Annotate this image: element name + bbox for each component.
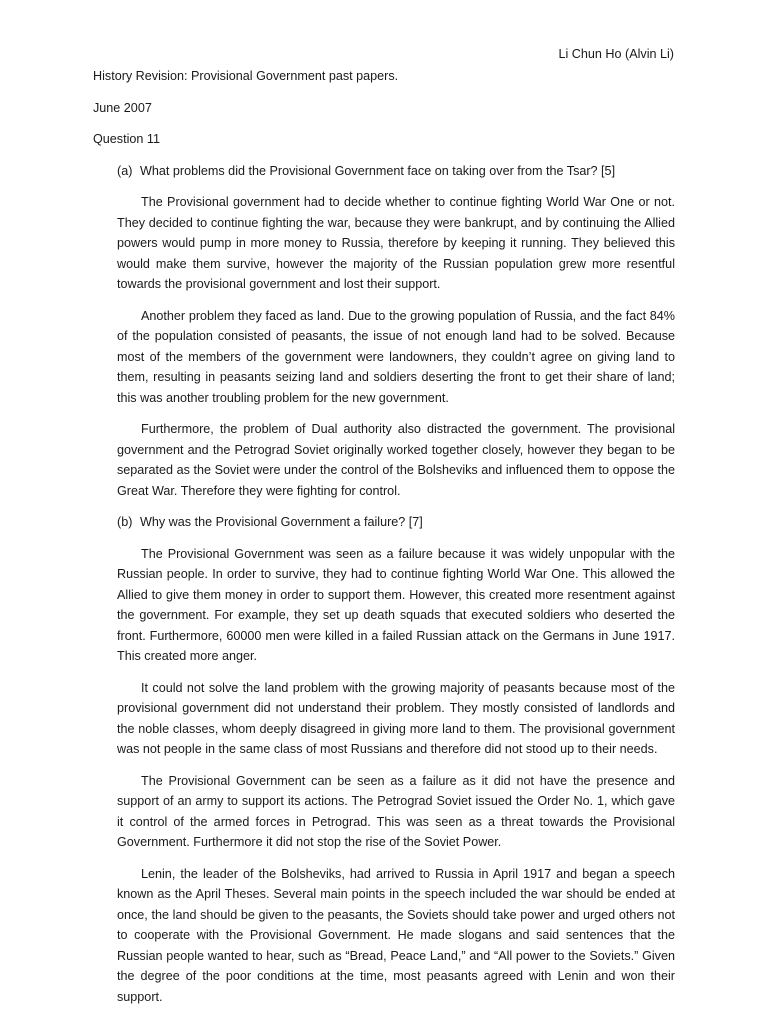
question-a-text: What problems did the Provisional Government face on taking over from the Tsar? [5] [140,163,616,178]
answer-b-paragraph-4: Lenin, the leader of the Bolsheviks, had arrived to Russia in April 1917 and began a speech known as the April Theses. Several main points in the speech included the war should be ended at once, the land should be given to the peasants, the Soviets should take power and urged others not to cooperate with the Provisional Government. He made slogans and said sentences that the Russian people wanted to hear, such as “Bread, Peace Land,” and “All power to the Soviets.” Given the degree of the poor conditions at the time, most peasants agreed with Lenin and won their support. [117,866,675,1004]
document-body [93,66,675,1007]
document-date: June 2007 [93,100,152,115]
document-title: History Revision: Provisional Government past papers. [93,69,399,83]
question-b [93,512,675,533]
question-b-label: (b) [117,515,133,529]
answer-b-paragraph-3: The Provisional Government can be seen as a failure as it did not have the presence and support of an army to support its actions. The Petrograd Soviet issued the Order No. 1, which gave it control of the armed forces in Petrograd. This was seen as a threat towards the Provisional Government. Furthermore it did not stop the rise of the Soviet Power. [117,773,675,849]
answer-a-paragraph-1: The Provisional government had to decide whether to continue fighting World War One or not. They decided to continue fighting the war, because they were bankrupt, and by continuing the Allied powers would pump in more money to Russia, therefore by keeping it running. They believed this would make them survive, however the majority of the Russian population grew more resentful towards the provisional government and lost their support. [117,195,675,291]
question-number: Question 11 [93,132,160,146]
answer-b-paragraph-1: The Provisional Government was seen as a failure because it was widely unpopular with the Russian people. In order to survive, they had to continue fighting World War One. This allowed the Allied to give them money in order to support them. However, this created more resentment against the government. For example, they set up death squads that executed soldiers who deserted the front. Furthermore, 60000 men were killed in a failed Russian attack on the Germans in June 1917. This created more anger. [117,546,675,663]
question-b-text: Why was the Provisional Government a failure? [7] [140,515,423,529]
answer-a-paragraph-3: Furthermore, the problem of Dual authority also distracted the government. The provisional government and the Petrograd Soviet originally worked together closely, however they began to be separated as the Soviet were under the control of the Bolsheviks and influenced them to oppose the Great War. Therefore they were fighting for control. [117,422,675,498]
answer-a-paragraph-2: Another problem they faced as land. Due to the growing population of Russia, and the fact 84% of the population consisted of peasants, the issue of not enough land had to be solved. Because most of the members of the government were landowners, they couldn’t agree on giving land to them, resulting in peasants seizing land and soldiers deserting the front to get their share of land; this was another troubling problem for the new government. [117,308,675,405]
question-a [93,161,675,182]
author-name: Li Chun Ho (Alvin Li) [558,47,674,61]
question-a-label: (a) [117,163,133,178]
answer-b-paragraph-2: It could not solve the land problem with the growing majority of peasants because most of the provisional government did not understand their problem. They mostly consisted of landlords and the noble classes, whom deeply disagreed in giving more land to them. The provisional government was not people in the same class of most Russians and therefore did not stood up to their needs. [117,680,675,756]
